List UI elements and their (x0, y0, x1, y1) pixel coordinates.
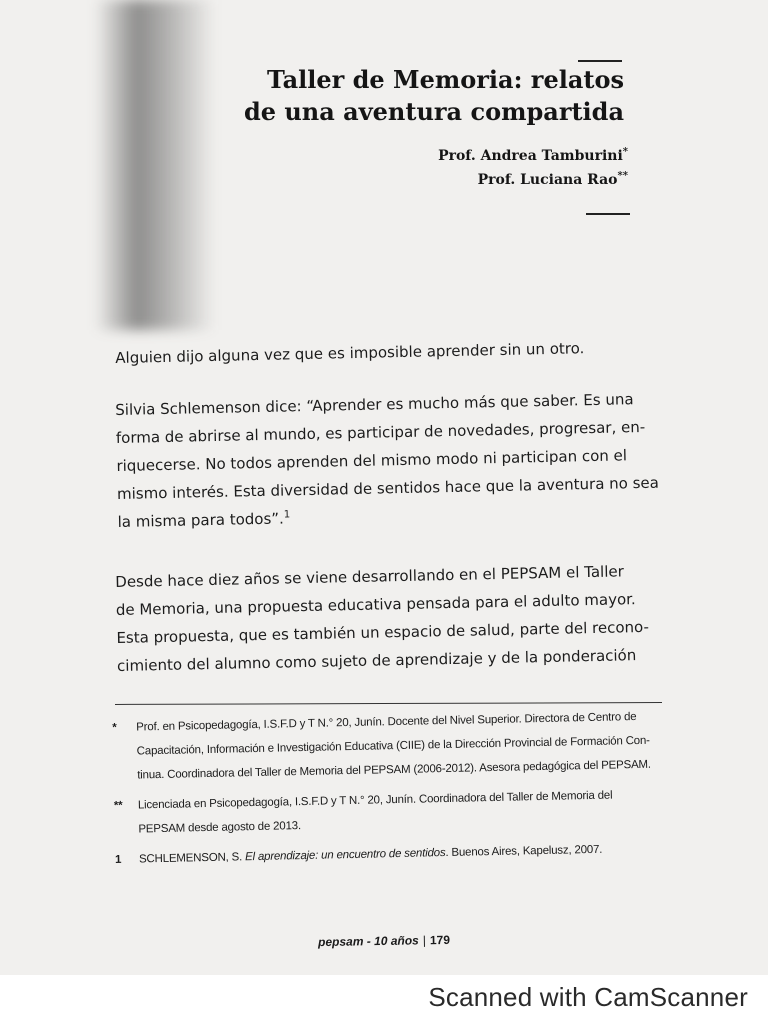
footnote-text: Prof. en Psicopedagogía, I.S.F.D y T N.° 20, Junín. Docente del Nivel Superior. Directora de Centro de Capacitación, Información e Investigación Educativa (CIIE) de la Dirección Provincial de Formación Con- tinua. Coordinadora del Taller de Memoria del PEPSAM (2006-2012). Asesora pedagógica del PEPSAM. (136, 711, 651, 782)
footnote-mark: ** (113, 799, 123, 812)
footnote-author-1 (112, 704, 673, 788)
article-title (204, 64, 624, 128)
author-2: Prof. Luciana Rao** (477, 170, 628, 188)
footnote-author-2 (114, 782, 675, 842)
footnote-reference[interactable]: 1 (283, 509, 291, 521)
footnote-mark: * (112, 721, 117, 734)
title-rule-bottom (586, 213, 630, 215)
footer-brand: pepsam (317, 934, 364, 950)
paragraph-line: cimiento del alumno como sujeto de aprendizaje y de la ponderación (116, 646, 637, 675)
footnotes (112, 704, 675, 878)
paragraph-line-last: la misma para todos”.$^1$ (117, 509, 291, 531)
paragraph-2 (115, 385, 658, 536)
paragraph-line: Esta propuesta, que es también un espacio de salud, parte del recono- (116, 617, 650, 647)
camscanner-watermark: Scanned with CamScanner (428, 982, 748, 1012)
footnote-reference-1 (115, 836, 675, 872)
footnote-mark: 1 (114, 853, 122, 866)
footer-separator: | (422, 933, 427, 948)
paragraph-line: mismo interés. Esta diversidad de sentidos hace que la aventura no sea (116, 473, 660, 503)
binding-shadow (95, 0, 215, 330)
paragraph-line: Desde hace diez años se viene desarrollando en el PEPSAM el Taller (115, 562, 624, 591)
footnote-text: Licenciada en Psicopedagogía, I.S.F.D y T N.° 20, Junín. Coordinadora del Taller de Memoria del PEPSAM desde agosto de 2013. (137, 789, 613, 836)
authors (328, 144, 628, 192)
paragraph-1 (115, 333, 655, 372)
page-footer (0, 927, 768, 954)
reference-book-title: El aprendizaje: un encuentro de sentidos (244, 847, 446, 864)
footnote-text (139, 836, 675, 871)
author-1: Prof. Andrea Tamburini* (438, 146, 628, 164)
author-1-mark: * (622, 146, 628, 158)
paragraph-line: Alguien dijo alguna vez que es imposible aprender sin un otro. (115, 339, 585, 367)
paragraph-line: forma de abrirse al mundo, es participar de novedades, progresar, en- (115, 417, 646, 447)
title-rule-top (578, 60, 622, 62)
paragraph-line: riquecerse. No todos aprenden del mismo modo ni participan con el (116, 446, 628, 475)
paragraph-line: Silvia Schlemenson dice: “Aprender es mucho más que saber. Es una (115, 390, 634, 419)
footnote-divider (115, 702, 662, 705)
paragraph-3 (115, 557, 657, 680)
footer-subtitle: - 10 años (363, 933, 419, 949)
page-number: 179 (429, 932, 451, 948)
paragraph-line: de Memoria, una propuesta educativa pensada para el adulto mayor. (115, 590, 636, 619)
author-2-mark: ** (617, 170, 628, 182)
title-line-1: Taller de Memoria: relatos (267, 65, 624, 94)
reference-publisher: . Buenos Aires, Kapelusz, 2007. (445, 843, 603, 860)
reference-author: SCHLEMENSON, S. (138, 851, 246, 866)
title-line-2: de una aventura compartida (243, 97, 624, 126)
